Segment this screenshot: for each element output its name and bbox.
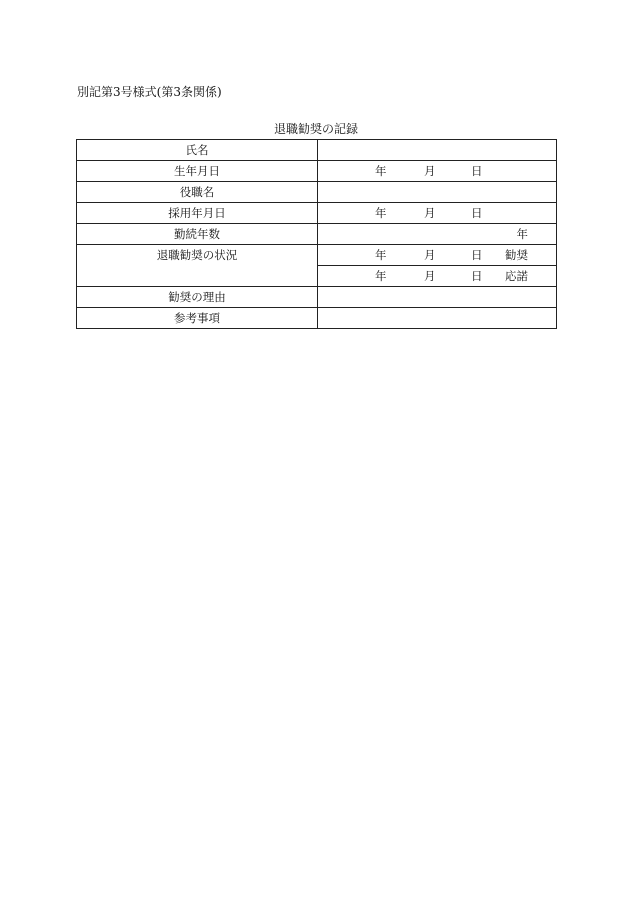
position-field[interactable] bbox=[318, 182, 557, 203]
recommendation-status-label: 退職勧奨の状況 bbox=[77, 245, 318, 287]
recommendation-date-field[interactable] bbox=[318, 245, 557, 266]
years-unit: 年 bbox=[516, 227, 528, 241]
day-unit: 日 bbox=[471, 164, 483, 178]
hire-date-field[interactable] bbox=[318, 203, 557, 224]
month-unit: 月 bbox=[424, 164, 436, 178]
row-birth-date bbox=[77, 161, 557, 182]
row-reason bbox=[77, 287, 557, 308]
row-name bbox=[77, 140, 557, 161]
row-years-of-service bbox=[77, 224, 557, 245]
name-field[interactable] bbox=[318, 140, 557, 161]
name-label: 氏名 bbox=[77, 140, 318, 161]
form-reference: 別記第3号様式(第3条関係) bbox=[77, 85, 222, 99]
acceptance-date-field[interactable] bbox=[318, 266, 557, 287]
month-unit: 月 bbox=[424, 269, 436, 283]
years-of-service-field[interactable] bbox=[318, 224, 557, 245]
accepted-suffix: 応諾 bbox=[505, 269, 528, 283]
recommended-suffix: 勧奨 bbox=[505, 248, 528, 262]
hire-date-label: 採用年月日 bbox=[77, 203, 318, 224]
remarks-field[interactable] bbox=[318, 308, 557, 329]
retirement-recommendation-table bbox=[76, 139, 557, 329]
day-unit: 日 bbox=[471, 206, 483, 220]
position-label: 役職名 bbox=[77, 182, 318, 203]
reason-field[interactable] bbox=[318, 287, 557, 308]
month-unit: 月 bbox=[424, 248, 436, 262]
remarks-label: 参考事項 bbox=[77, 308, 318, 329]
form-title: 退職勧奨の記録 bbox=[273, 122, 358, 136]
birth-date-field[interactable] bbox=[318, 161, 557, 182]
year-unit: 年 bbox=[375, 164, 387, 178]
years-of-service-label: 勤続年数 bbox=[77, 224, 318, 245]
reason-label: 勧奨の理由 bbox=[77, 287, 318, 308]
row-remarks bbox=[77, 308, 557, 329]
row-hire-date bbox=[77, 203, 557, 224]
row-recommendation-status bbox=[77, 245, 557, 266]
year-unit: 年 bbox=[375, 269, 387, 283]
year-unit: 年 bbox=[375, 248, 387, 262]
year-unit: 年 bbox=[375, 206, 387, 220]
day-unit: 日 bbox=[471, 248, 483, 262]
day-unit: 日 bbox=[471, 269, 483, 283]
birth-date-label: 生年月日 bbox=[77, 161, 318, 182]
row-position bbox=[77, 182, 557, 203]
month-unit: 月 bbox=[424, 206, 436, 220]
